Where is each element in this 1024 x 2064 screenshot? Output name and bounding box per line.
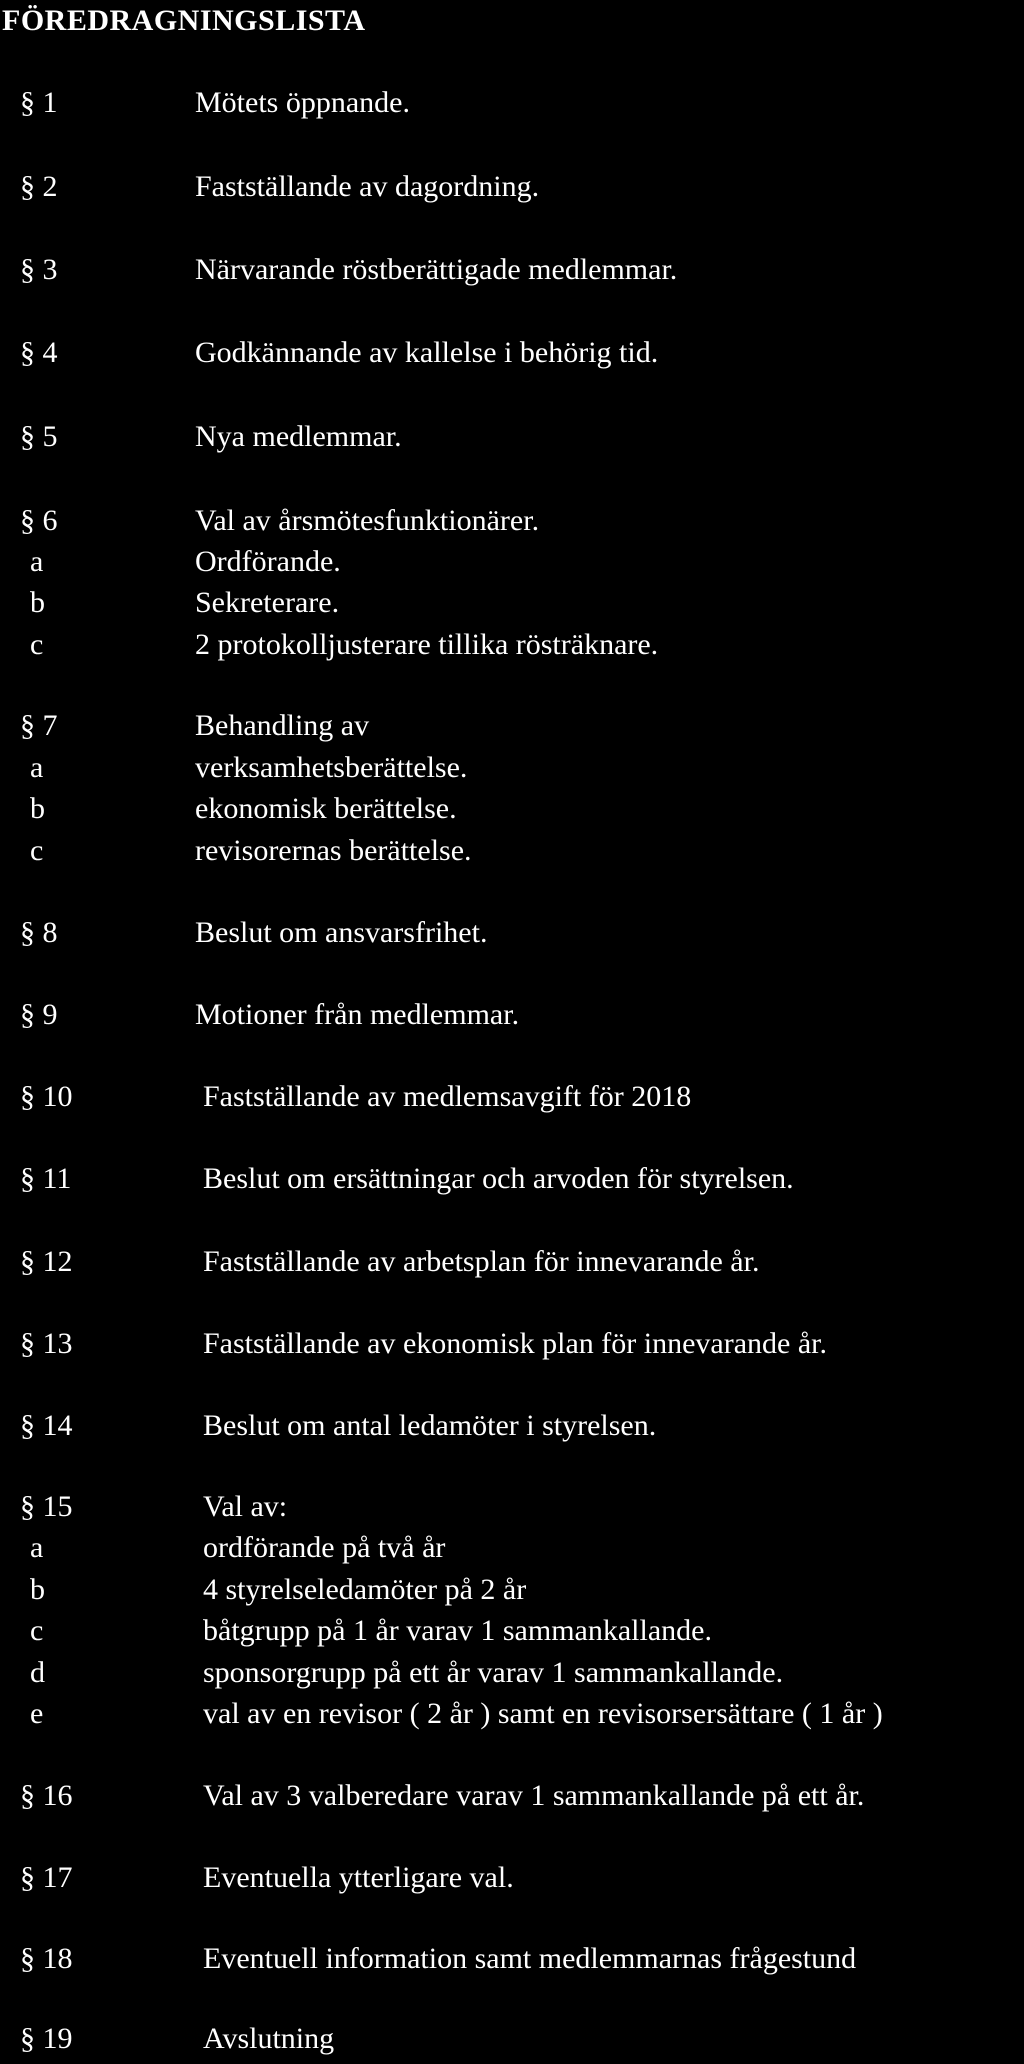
agenda-subitem [0, 753, 1024, 793]
item-text: 4 styrelseledamöter på 2 år [203, 1573, 527, 1606]
item-text: sponsorgrupp på ett år varav 1 sammankallande. [203, 1656, 784, 1689]
subitem-letter: d [30, 1656, 45, 1689]
item-number: § 12 [20, 1245, 73, 1278]
item-text: Eventuell information samt medlemmarnas frågestund [203, 1942, 857, 1975]
item-number: § 8 [20, 916, 58, 949]
agenda-item [0, 1863, 1024, 1903]
subitem-letter: c [30, 1614, 44, 1647]
agenda-item [0, 918, 1024, 958]
agenda-item [0, 1781, 1024, 1821]
item-number: § 6 [20, 504, 58, 537]
agenda-subitem [0, 630, 1024, 670]
agenda-item [0, 1247, 1024, 1287]
item-text: val av en revisor ( 2 år ) samt en revisorsersättare ( 1 år ) [203, 1697, 883, 1730]
item-text: Motioner från medlemmar. [195, 998, 520, 1031]
item-number: § 15 [20, 1490, 73, 1523]
item-text: Val av 3 valberedare varav 1 sammankallande på ett år. [203, 1779, 865, 1812]
agenda-item [0, 1492, 1024, 1532]
item-text: 2 protokolljusterare tillika rösträknare. [195, 628, 659, 661]
item-text: verksamhetsberättelse. [195, 751, 468, 784]
agenda-item [0, 338, 1024, 378]
item-text: båtgrupp på 1 år varav 1 sammankallande. [203, 1614, 712, 1647]
agenda-item [0, 2024, 1024, 2064]
agenda-subitem [0, 1533, 1024, 1573]
agenda-item [0, 422, 1024, 462]
item-text: Eventuella ytterligare val. [203, 1861, 514, 1894]
subitem-letter: a [30, 1531, 44, 1564]
item-number: § 14 [20, 1409, 73, 1442]
agenda-item [0, 88, 1024, 128]
agenda-subitem [0, 547, 1024, 587]
item-number: § 17 [20, 1861, 73, 1894]
item-text: revisorernas berättelse. [195, 834, 472, 867]
item-text: Val av årsmötesfunktionärer. [195, 504, 540, 537]
agenda-item [0, 1329, 1024, 1369]
agenda-item [0, 1082, 1024, 1122]
subitem-letter: b [30, 586, 45, 619]
subitem-letter: a [30, 751, 44, 784]
item-text: Val av: [203, 1490, 288, 1523]
item-text: Beslut om antal ledamöter i styrelsen. [203, 1409, 657, 1442]
item-number: § 11 [20, 1162, 72, 1195]
item-text: Sekreterare. [195, 586, 340, 619]
page-title: FÖREDRAGNINGSLISTA [2, 4, 366, 37]
item-number: § 3 [20, 253, 58, 286]
item-number: § 7 [20, 709, 58, 742]
agenda-item [0, 1411, 1024, 1451]
item-text: Beslut om ersättningar och arvoden för styrelsen. [203, 1162, 794, 1195]
item-number: § 1 [20, 86, 58, 119]
item-text: Fastställande av ekonomisk plan för innevarande år. [203, 1327, 827, 1360]
agenda-subitem [0, 1699, 1024, 1739]
item-number: § 13 [20, 1327, 73, 1360]
agenda-subitem [0, 1658, 1024, 1698]
item-number: § 19 [20, 2022, 73, 2055]
item-number: § 9 [20, 998, 58, 1031]
item-text: Behandling av [195, 709, 370, 742]
item-text: Mötets öppnande. [195, 86, 410, 119]
item-text: Ordförande. [195, 545, 341, 578]
item-number: § 4 [20, 336, 58, 369]
agenda-subitem [0, 794, 1024, 834]
agenda-subitem [0, 1616, 1024, 1656]
item-number: § 18 [20, 1942, 73, 1975]
agenda-subitem [0, 588, 1024, 628]
subitem-letter: b [30, 1573, 45, 1606]
agenda-item [0, 711, 1024, 751]
item-text: Beslut om ansvarsfrihet. [195, 916, 488, 949]
item-number: § 16 [20, 1779, 73, 1812]
subitem-letter: b [30, 792, 45, 825]
agenda-item [0, 506, 1024, 546]
subitem-letter: c [30, 834, 44, 867]
item-text: Nya medlemmar. [195, 420, 402, 453]
subitem-letter: e [30, 1697, 44, 1730]
item-text: Godkännande av kallelse i behörig tid. [195, 336, 659, 369]
agenda-item [0, 1000, 1024, 1040]
item-text: Avslutning [203, 2022, 335, 2055]
agenda-item [0, 1944, 1024, 1984]
item-text: Fastställande av dagordning. [195, 170, 540, 203]
item-text: Fastställande av medlemsavgift för 2018 [203, 1080, 692, 1113]
item-number: § 5 [20, 420, 58, 453]
item-number: § 10 [20, 1080, 73, 1113]
agenda-item [0, 255, 1024, 295]
item-text: ekonomisk berättelse. [195, 792, 457, 825]
item-number: § 2 [20, 170, 58, 203]
agenda-item [0, 172, 1024, 212]
item-text: Närvarande röstberättigade medlemmar. [195, 253, 678, 286]
agenda-subitem [0, 836, 1024, 876]
item-text: ordförande på två år [203, 1531, 446, 1564]
agenda-subitem [0, 1575, 1024, 1615]
subitem-letter: c [30, 628, 44, 661]
item-text: Fastställande av arbetsplan för innevarande år. [203, 1245, 760, 1278]
agenda-item [0, 1164, 1024, 1204]
subitem-letter: a [30, 545, 44, 578]
